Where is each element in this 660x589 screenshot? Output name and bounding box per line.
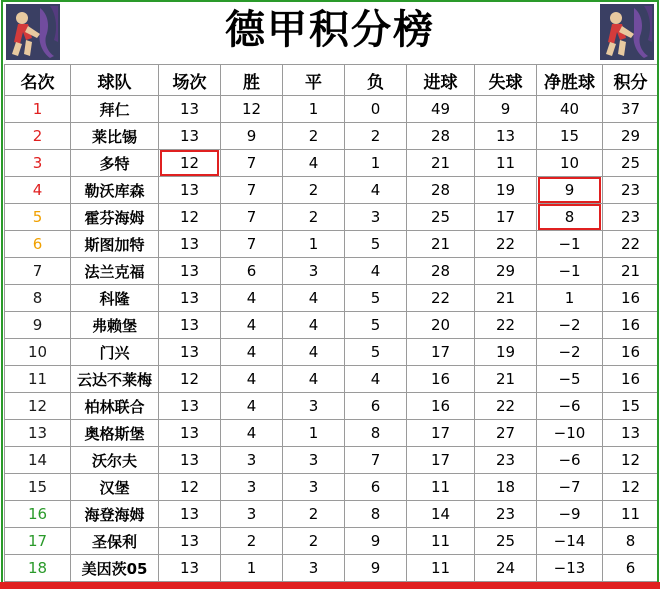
cell-goals-against: 18: [475, 474, 537, 501]
cell-goal-diff: −6: [537, 393, 603, 420]
cell-goals-against: 29: [475, 258, 537, 285]
cell-games: 13: [159, 555, 221, 582]
cell-win: 1: [221, 555, 283, 582]
cell-games: 13: [159, 312, 221, 339]
cell-goals-against: 22: [475, 312, 537, 339]
cell-team: 圣保利: [71, 528, 159, 555]
table-row: [5, 474, 659, 501]
cell-games: 13: [159, 420, 221, 447]
table-row: [5, 447, 659, 474]
cell-goals-for: 21: [407, 231, 475, 258]
cell-win: 9: [221, 123, 283, 150]
cell-rank: 7: [5, 258, 71, 285]
cell-points: 15: [603, 393, 659, 420]
cell-goal-diff: −13: [537, 555, 603, 582]
cell-goal-diff: −10: [537, 420, 603, 447]
cell-points: 21: [603, 258, 659, 285]
cell-win: 3: [221, 474, 283, 501]
cell-draw: 4: [283, 339, 345, 366]
cell-goals-for: 11: [407, 474, 475, 501]
cell-team: 勒沃库森: [71, 177, 159, 204]
cell-team: 门兴: [71, 339, 159, 366]
cell-rank: 12: [5, 393, 71, 420]
cell-games: 12: [159, 474, 221, 501]
cell-rank: 9: [5, 312, 71, 339]
cell-draw: 1: [283, 420, 345, 447]
cell-games: 13: [159, 528, 221, 555]
cell-points: 11: [603, 501, 659, 528]
cell-rank: 6: [5, 231, 71, 258]
cell-team: 拜仁: [71, 96, 159, 123]
cell-team: 云达不莱梅: [71, 366, 159, 393]
cell-win: 7: [221, 231, 283, 258]
cell-team: 美因茨05: [71, 555, 159, 582]
cell-draw: 1: [283, 96, 345, 123]
cell-goals-for: 22: [407, 285, 475, 312]
cell-team: 莱比锡: [71, 123, 159, 150]
cell-goal-diff: −1: [537, 258, 603, 285]
cell-loss: 2: [345, 123, 407, 150]
cell-loss: 5: [345, 312, 407, 339]
cell-loss: 5: [345, 339, 407, 366]
cell-win: 6: [221, 258, 283, 285]
cell-rank: 15: [5, 474, 71, 501]
cell-goals-for: 11: [407, 555, 475, 582]
cell-loss: 8: [345, 501, 407, 528]
cell-loss: 5: [345, 285, 407, 312]
cell-goals-against: 13: [475, 123, 537, 150]
cell-rank: 16: [5, 501, 71, 528]
table-body: [5, 96, 659, 582]
cell-goals-against: 21: [475, 366, 537, 393]
column-header-loss: 负: [345, 65, 407, 96]
cell-goals-against: 23: [475, 501, 537, 528]
cell-goals-against: 24: [475, 555, 537, 582]
cell-goal-diff: −2: [537, 312, 603, 339]
column-header-games: 场次: [159, 65, 221, 96]
table-header-row: [5, 65, 659, 96]
cell-win: 12: [221, 96, 283, 123]
cell-win: 4: [221, 339, 283, 366]
table-row: [5, 258, 659, 285]
cell-games: 13: [159, 258, 221, 285]
cell-draw: 4: [283, 150, 345, 177]
cell-goal-diff: −6: [537, 447, 603, 474]
cell-goals-for: 17: [407, 339, 475, 366]
cell-games: 13: [159, 123, 221, 150]
cell-goals-for: 28: [407, 258, 475, 285]
cell-win: 2: [221, 528, 283, 555]
column-header-rank: 名次: [5, 65, 71, 96]
cell-games: 12: [159, 204, 221, 231]
cell-rank: 13: [5, 420, 71, 447]
standings-table: [4, 64, 659, 582]
cell-points: 16: [603, 339, 659, 366]
cell-games: 13: [159, 339, 221, 366]
cell-goals-against: 19: [475, 177, 537, 204]
cell-points: 23: [603, 204, 659, 231]
cell-loss: 6: [345, 474, 407, 501]
cell-draw: 4: [283, 366, 345, 393]
cell-goals-for: 11: [407, 528, 475, 555]
cell-goals-for: 17: [407, 447, 475, 474]
cell-games: 12: [159, 366, 221, 393]
cell-rank: 1: [5, 96, 71, 123]
cell-loss: 8: [345, 420, 407, 447]
table-row: [5, 177, 659, 204]
table-row: [5, 501, 659, 528]
cell-points: 29: [603, 123, 659, 150]
column-header-goals-against: 失球: [475, 65, 537, 96]
cell-goal-diff: 1: [537, 285, 603, 312]
cell-goals-for: 17: [407, 420, 475, 447]
cell-games: 13: [159, 393, 221, 420]
runner-logo-icon-left: [6, 4, 60, 60]
cell-rank: 10: [5, 339, 71, 366]
cell-team: 汉堡: [71, 474, 159, 501]
cell-draw: 2: [283, 123, 345, 150]
cell-win: 7: [221, 204, 283, 231]
cell-goals-against: 22: [475, 231, 537, 258]
cell-win: 4: [221, 420, 283, 447]
cell-goal-diff: −1: [537, 231, 603, 258]
cell-goal-diff: −2: [537, 339, 603, 366]
cell-win: 4: [221, 366, 283, 393]
cell-goals-against: 11: [475, 150, 537, 177]
cell-loss: 9: [345, 528, 407, 555]
cell-loss: 9: [345, 555, 407, 582]
cell-goals-against: 17: [475, 204, 537, 231]
cell-points: 16: [603, 366, 659, 393]
cell-points: 12: [603, 447, 659, 474]
cell-rank: 18: [5, 555, 71, 582]
table-row: [5, 231, 659, 258]
cell-points: 25: [603, 150, 659, 177]
cell-draw: 2: [283, 528, 345, 555]
cell-team: 科隆: [71, 285, 159, 312]
cell-draw: 4: [283, 285, 345, 312]
cell-loss: 5: [345, 231, 407, 258]
cell-win: 4: [221, 393, 283, 420]
cell-goals-for: 14: [407, 501, 475, 528]
cell-points: 23: [603, 177, 659, 204]
cell-draw: 1: [283, 231, 345, 258]
cell-team: 奥格斯堡: [71, 420, 159, 447]
cell-draw: 2: [283, 204, 345, 231]
column-header-goals-for: 进球: [407, 65, 475, 96]
cell-rank: 11: [5, 366, 71, 393]
cell-goals-for: 21: [407, 150, 475, 177]
cell-team: 多特: [71, 150, 159, 177]
cell-goals-for: 16: [407, 366, 475, 393]
runner-logo-icon-right: [600, 4, 654, 60]
cell-goals-for: 28: [407, 123, 475, 150]
cell-team: 柏林联合: [71, 393, 159, 420]
column-header-win: 胜: [221, 65, 283, 96]
page-header: [0, 0, 660, 64]
cell-goals-against: 25: [475, 528, 537, 555]
cell-goals-for: 25: [407, 204, 475, 231]
cell-team: 弗赖堡: [71, 312, 159, 339]
cell-games: 13: [159, 447, 221, 474]
table-row: [5, 393, 659, 420]
cell-goal-diff: −9: [537, 501, 603, 528]
cell-goal-diff: −7: [537, 474, 603, 501]
cell-draw: 3: [283, 447, 345, 474]
cell-team: 法兰克福: [71, 258, 159, 285]
cell-draw: 3: [283, 258, 345, 285]
table-row: [5, 366, 659, 393]
table-row: [5, 528, 659, 555]
cell-goals-against: 21: [475, 285, 537, 312]
cell-points: 16: [603, 312, 659, 339]
cell-goal-diff: −5: [537, 366, 603, 393]
cell-team: 沃尔夫: [71, 447, 159, 474]
cell-win: 3: [221, 447, 283, 474]
table-row: [5, 204, 659, 231]
cell-games: 13: [159, 501, 221, 528]
column-header-goal-diff: 净胜球: [537, 65, 603, 96]
cell-points: 12: [603, 474, 659, 501]
cell-goals-against: 27: [475, 420, 537, 447]
table-row: [5, 123, 659, 150]
cell-goals-against: 23: [475, 447, 537, 474]
column-header-draw: 平: [283, 65, 345, 96]
cell-games: 13: [159, 231, 221, 258]
cell-rank: 3: [5, 150, 71, 177]
cell-goals-for: 20: [407, 312, 475, 339]
cell-rank: 14: [5, 447, 71, 474]
table-row: [5, 312, 659, 339]
cell-loss: 4: [345, 366, 407, 393]
table-row: [5, 96, 659, 123]
cell-win: 7: [221, 150, 283, 177]
cell-rank: 2: [5, 123, 71, 150]
cell-win: 7: [221, 177, 283, 204]
column-header-points: 积分: [603, 65, 659, 96]
relegation-stripe: [0, 582, 660, 589]
cell-goals-against: 22: [475, 393, 537, 420]
cell-loss: 0: [345, 96, 407, 123]
cell-win: 3: [221, 501, 283, 528]
cell-loss: 3: [345, 204, 407, 231]
cell-goal-diff: 10: [537, 150, 603, 177]
cell-rank: 17: [5, 528, 71, 555]
cell-loss: 7: [345, 447, 407, 474]
cell-loss: 6: [345, 393, 407, 420]
cell-draw: 2: [283, 501, 345, 528]
cell-rank: 4: [5, 177, 71, 204]
column-header-team: 球队: [71, 65, 159, 96]
cell-draw: 2: [283, 177, 345, 204]
cell-loss: 1: [345, 150, 407, 177]
table-row: [5, 150, 659, 177]
cell-loss: 4: [345, 177, 407, 204]
cell-points: 22: [603, 231, 659, 258]
cell-draw: 3: [283, 474, 345, 501]
cell-win: 4: [221, 285, 283, 312]
page-title: 德甲积分榜: [225, 6, 435, 53]
table-row: [5, 420, 659, 447]
cell-goals-against: 9: [475, 96, 537, 123]
cell-games: 13: [159, 177, 221, 204]
cell-games: 12: [159, 150, 221, 177]
cell-draw: 3: [283, 555, 345, 582]
cell-goal-diff: 9: [537, 177, 603, 204]
table-row: [5, 555, 659, 582]
cell-loss: 4: [345, 258, 407, 285]
cell-goals-against: 19: [475, 339, 537, 366]
cell-team: 霍芬海姆: [71, 204, 159, 231]
cell-goal-diff: 8: [537, 204, 603, 231]
cell-games: 13: [159, 285, 221, 312]
cell-team: 海登海姆: [71, 501, 159, 528]
cell-win: 4: [221, 312, 283, 339]
cell-points: 16: [603, 285, 659, 312]
cell-rank: 8: [5, 285, 71, 312]
cell-goal-diff: −14: [537, 528, 603, 555]
cell-points: 13: [603, 420, 659, 447]
cell-draw: 4: [283, 312, 345, 339]
cell-goals-for: 28: [407, 177, 475, 204]
cell-goal-diff: 15: [537, 123, 603, 150]
cell-games: 13: [159, 96, 221, 123]
table-row: [5, 339, 659, 366]
cell-goals-for: 49: [407, 96, 475, 123]
cell-draw: 3: [283, 393, 345, 420]
cell-goals-for: 16: [407, 393, 475, 420]
cell-points: 8: [603, 528, 659, 555]
table-row: [5, 285, 659, 312]
cell-points: 37: [603, 96, 659, 123]
cell-rank: 5: [5, 204, 71, 231]
cell-team: 斯图加特: [71, 231, 159, 258]
cell-points: 6: [603, 555, 659, 582]
cell-goal-diff: 40: [537, 96, 603, 123]
